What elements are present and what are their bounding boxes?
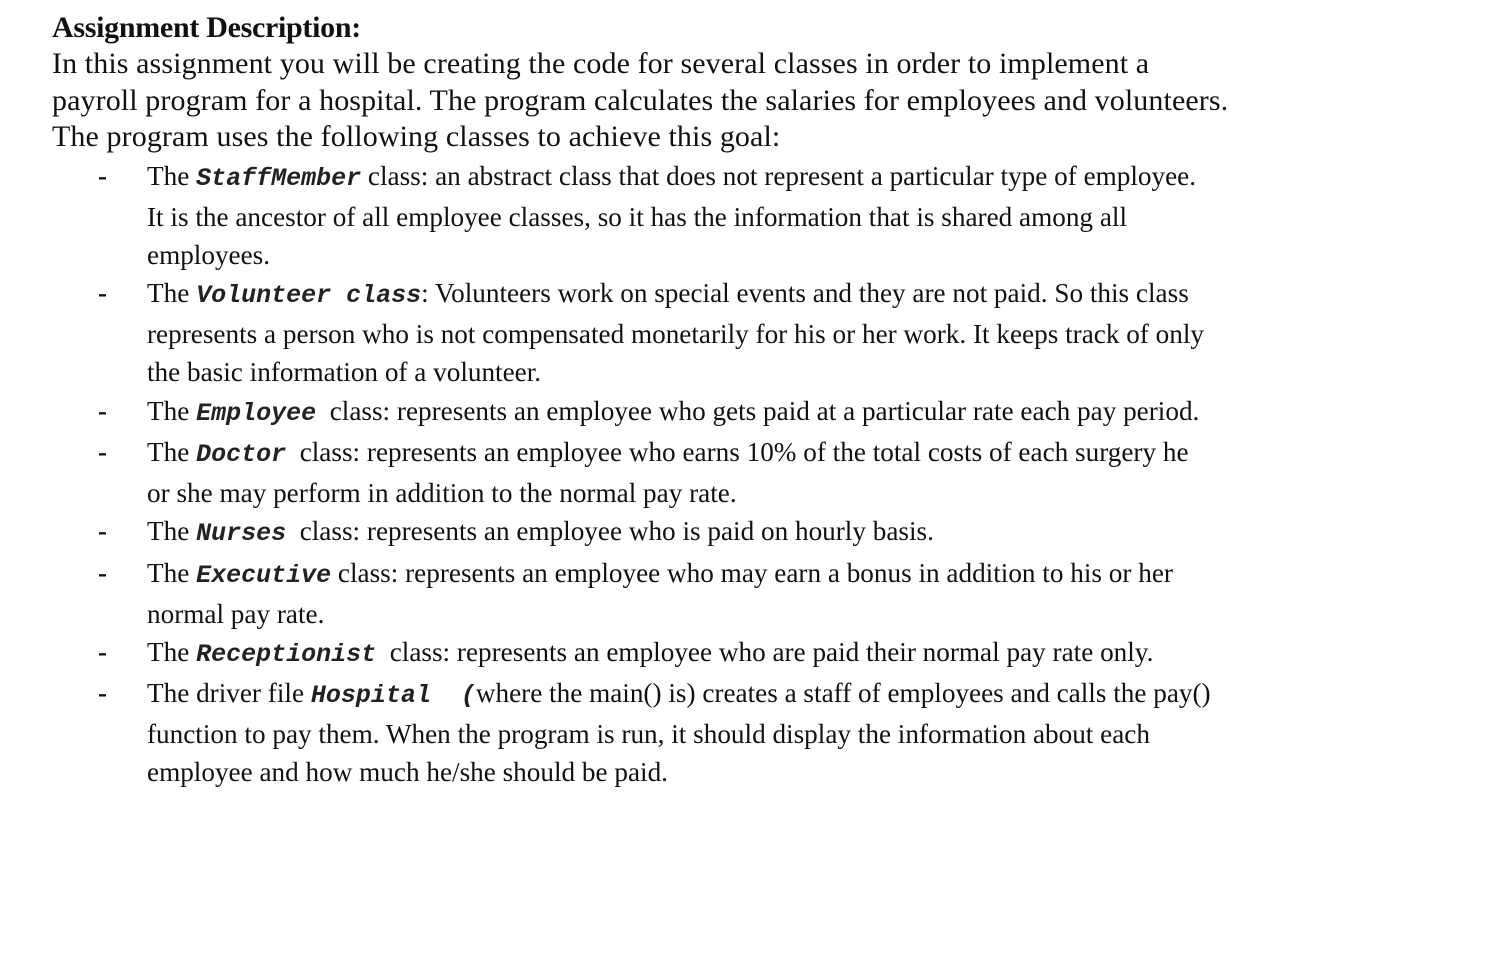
intro-line: payroll program for a hospital. The program calculates the salaries for employees and volunteers. xyxy=(52,83,1229,117)
list-item-first-line xyxy=(147,392,1472,433)
list-item-line: employee and how much he/she should be paid. xyxy=(147,756,668,787)
class-list xyxy=(52,157,1472,791)
class-name-code: Volunteer class xyxy=(196,280,422,310)
item-prefix: The driver file xyxy=(147,677,311,708)
item-description: where the main() is) creates a staff of employees and calls the pay() xyxy=(475,677,1211,708)
list-item-first-line xyxy=(147,157,1472,198)
list-item-receptionist xyxy=(52,633,1472,674)
assignment-heading: Assignment Description: xyxy=(52,11,361,44)
list-item-line: normal pay rate. xyxy=(147,598,325,629)
list-item-line: employees. xyxy=(147,239,271,270)
list-item-first-line xyxy=(147,274,1472,315)
list-item-first-line xyxy=(147,512,1472,553)
item-description: class: represents an employee who are paid their normal pay rate only. xyxy=(376,636,1154,667)
list-item-first-line xyxy=(147,633,1472,674)
class-name-code: Employee xyxy=(196,398,317,428)
intro-line: In this assignment you will be creating the code for several classes in order to implement a xyxy=(52,47,1150,80)
item-prefix: The xyxy=(147,395,197,426)
list-item-hospital-driver xyxy=(52,674,1472,791)
item-prefix: The xyxy=(147,277,197,308)
class-name-code: Hospital ( xyxy=(310,680,476,710)
class-name-code: Executive xyxy=(196,560,332,590)
list-item-first-line xyxy=(147,554,1472,595)
bullet-dash: - xyxy=(98,436,107,467)
list-item-executive xyxy=(52,554,1472,633)
item-description: class: represents an employee who earns 10% of the total costs of each surgery he xyxy=(286,436,1189,467)
item-description: class: represents an employee who may earn a bonus in addition to his or her xyxy=(331,557,1173,588)
item-prefix: The xyxy=(147,436,197,467)
item-prefix: The xyxy=(147,636,197,667)
bullet-dash: - xyxy=(98,277,107,308)
class-name-code: Nurses xyxy=(196,518,287,548)
intro-paragraph xyxy=(52,46,1472,156)
bullet-dash: - xyxy=(98,636,107,667)
list-item-doctor xyxy=(52,433,1472,512)
item-prefix: The xyxy=(147,160,197,191)
item-prefix: The xyxy=(147,557,197,588)
item-description: class: represents an employee who is paid on hourly basis. xyxy=(286,515,934,546)
list-item-first-line xyxy=(147,433,1472,474)
bullet-dash: - xyxy=(98,515,107,546)
list-item-volunteer xyxy=(52,274,1472,391)
list-item-line: represents a person who is not compensated monetarily for his or her work. It keeps track of only xyxy=(147,318,1204,349)
bullet-dash: - xyxy=(98,677,107,708)
list-item-line: the basic information of a volunteer. xyxy=(147,356,542,387)
item-description: : Volunteers work on special events and they are not paid. So this class xyxy=(421,277,1189,308)
assignment-document xyxy=(52,10,1472,791)
list-item-line: It is the ancestor of all employee classes, so it has the information that is shared among all xyxy=(147,201,1127,232)
class-name-code: Receptionist xyxy=(196,639,377,669)
bullet-dash: - xyxy=(98,160,107,191)
class-name-code: Doctor xyxy=(196,439,287,469)
item-description: class: represents an employee who gets paid at a particular rate each pay period. xyxy=(316,395,1200,426)
list-item-employee xyxy=(52,392,1472,433)
list-item-nurses xyxy=(52,512,1472,553)
list-item-first-line xyxy=(147,674,1472,715)
list-item-line: function to pay them. When the program is run, it should display the information about each xyxy=(147,718,1150,749)
list-item-staffmember xyxy=(52,157,1472,274)
intro-line: The program uses the following classes to achieve this goal: xyxy=(52,120,781,153)
item-prefix: The xyxy=(147,515,197,546)
list-item-line: or she may perform in addition to the normal pay rate. xyxy=(147,477,737,508)
item-description: class: an abstract class that does not represent a particular type of employee. xyxy=(361,160,1197,191)
bullet-dash: - xyxy=(98,395,107,426)
class-name-code: StaffMember xyxy=(196,163,362,193)
bullet-dash: - xyxy=(98,557,107,588)
